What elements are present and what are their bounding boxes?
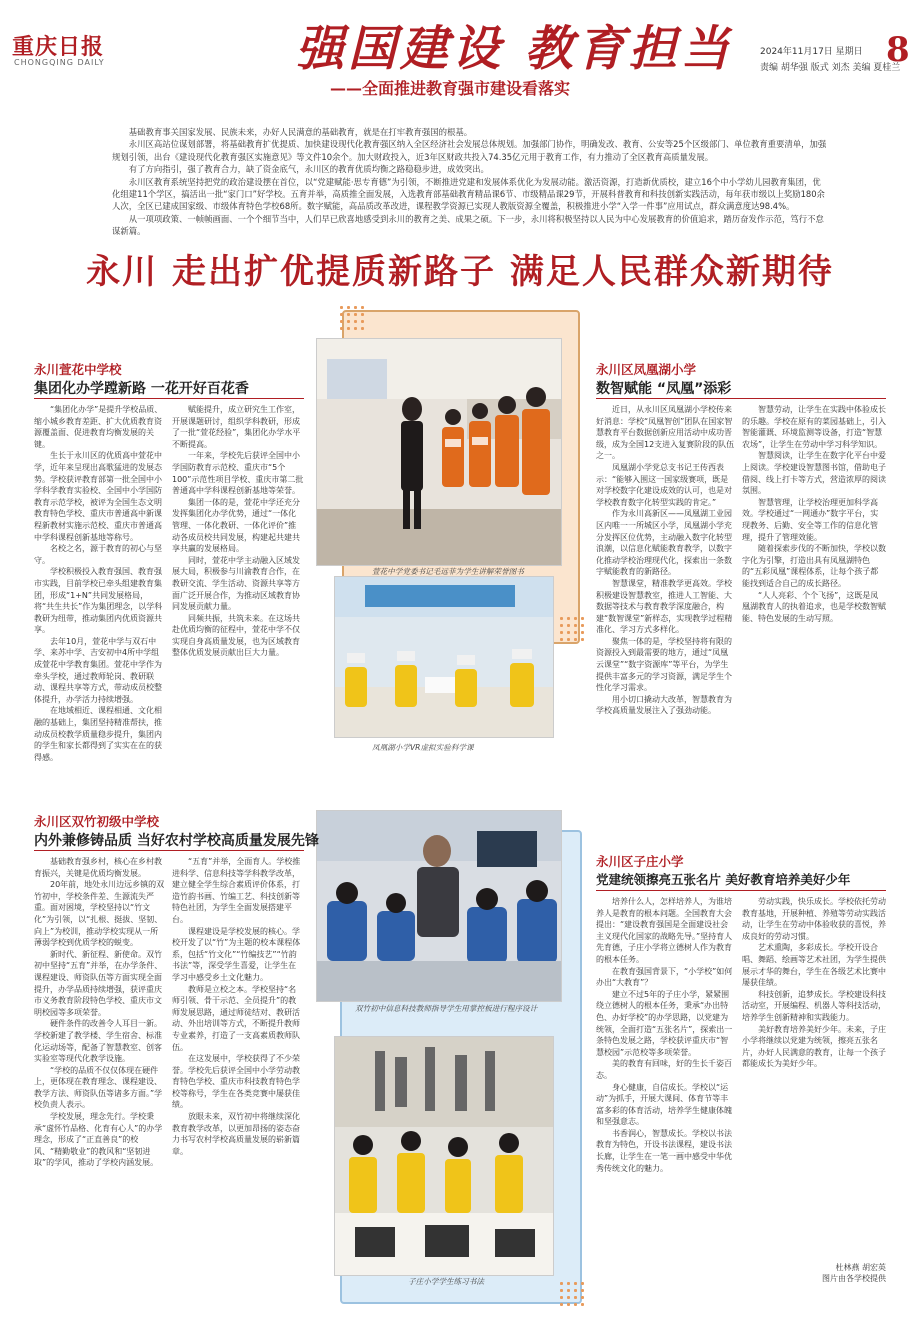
paragraph: 同时，萱花中学主动融入区域发展大局，积极参与川渝教育合作，在教研交流、学生活动、资源共享等方面广泛开展合作，为推动区域教育协同发展贡献力量。 bbox=[172, 555, 300, 612]
newspaper-logo: 重庆日报 bbox=[12, 34, 105, 60]
paragraph: 教师是立校之本。学校坚持“名师引领、骨干示范、全员提升”的教师发展思路，通过师徒结对、教研活动、外出培训等方式，不断提升教师专业素养，打造了一支高素质教师队伍。 bbox=[172, 984, 300, 1052]
intro-paragraph: 从一项项政策、一帧帧画面、一个个细节当中，人们早已欣喜地感受到永川的教育之美、成果之硕。下一步，永川将积极坚持以人民为中心发展教育的价值追求，踏历奋发作示范，笃行不怠谋新篇。 bbox=[112, 213, 824, 237]
intro-paragraph: 永川区高站位谋划部署，将基础教育扩优提质、加快建设现代化教育强区纳入全区经济社会发展总体规划。加强部门协作，明确发改、教育、公安等25个区级部门、单位教育重要清单，加强规划引领，出台《建设现代化教育强区实施意见》等文件10余个。加大财政投入，近3年区财政共投入74.35亿元用于教育工作，有力推动了全区教育高质量发展。 bbox=[112, 139, 827, 162]
paragraph: 生长于永川区的优质高中萱花中学，近年来呈现出高歌猛进的发展态势。学校获评教育部第一批全国中小学科学教育实验校、全国中小学国防教育示范学校，被评为全国生态文明教育特色学校、重庆市普通高中新课程新教材实施示范校、重庆市普通高中学科课程创新基地等称号。 bbox=[34, 451, 162, 542]
page-number: 8 bbox=[886, 30, 910, 70]
byline-authors: 杜林燕 胡宏英 bbox=[835, 1263, 886, 1272]
paragraph: 基础教育强乡村，核心在乡村教育振兴，关键是优质均衡发展。 bbox=[34, 857, 162, 878]
article-column bbox=[34, 856, 166, 1286]
intro-paragraph: 有了方向指引，强了教育合力，缺了资金底气，永川区的教育优质均衡之路稳稳步进，成效突出。 bbox=[128, 164, 489, 175]
paragraph: 集团一体的是，萱花中学还充分发挥集团化办学优势，通过“一体化管理、一体化教研、一体化评价”推动各成员校共同发展，构建起共建共享共赢的发展格局。 bbox=[172, 497, 300, 554]
masthead bbox=[0, 0, 918, 108]
section-school-xuanhua: 永川萱花中学校 bbox=[34, 362, 122, 377]
byline-photo-credit: 图片由各学校提供 bbox=[822, 1274, 886, 1283]
paragraph: “集团化办学”是提升学校品质、缩小城乡教育差距、扩大优质教育资源覆盖面、促进教育均衡发展的关键。 bbox=[34, 405, 163, 449]
paragraph: 智慧管理，让学校治理更加科学高效。学校通过“一网通办”数字平台，实现教务、后勤、安全等工作的信息化管理，提升了管理效能。 bbox=[742, 497, 879, 542]
article-column bbox=[172, 404, 304, 780]
main-headline: 永川 走出扩优提质新路子 满足人民群众新期待 bbox=[86, 252, 834, 292]
article-column bbox=[742, 896, 886, 1256]
byline bbox=[742, 1262, 886, 1284]
section-school-zizhuang: 永川区子庄小学 bbox=[596, 854, 684, 869]
photo-fenghuang-vr bbox=[334, 576, 554, 738]
dateline: 2024年11月17日 星期日 bbox=[760, 47, 863, 57]
section-rule bbox=[596, 890, 886, 891]
paragraph: 一年来，学校先后获评全国中小学国防教育示范校、重庆市“5个100”示范性项目学校、重庆市第二批普通高中学科课程创新基地等荣誉。 bbox=[172, 451, 304, 496]
section-title-zizhuang: 党建统领擦亮五张名片 美好教育培养美好少年 bbox=[596, 872, 851, 887]
dot-pattern bbox=[338, 304, 368, 332]
intro-text bbox=[112, 126, 828, 238]
section-school-shuangzhu: 永川区双竹初级中学校 bbox=[34, 814, 160, 829]
page-subtitle: ——全面推进教育强市建设看落实 bbox=[330, 79, 571, 98]
newspaper-logo-en: CHONGQING DAILY bbox=[14, 58, 105, 67]
paragraph: “五育”并举，全面育人。学校推进科学、信息科技等学科教学改革，建立健全学生综合素质评价体系，打造竹韵书画、竹编工艺、科技创新等特色社团，为学生全面发展搭建平台。 bbox=[172, 857, 301, 924]
paragraph: 用小切口撬动大改革，智慧教育为学校高质量发展注入了强劲动能。 bbox=[596, 694, 732, 716]
section-title-shuangzhu: 内外兼修铸品质 当好农村学校高质量发展先锋 bbox=[34, 833, 319, 849]
paragraph: 近日，从永川区凤凰湖小学校传来好消息：学校“凤凰智创”团队在国家智慧教育平台数据创新应用活动中成功晋级，成为全国12支进入复赛阶段的队伍之一。 bbox=[596, 405, 735, 461]
photo-shuangzhu-coding bbox=[316, 810, 562, 1002]
paragraph: 建立不过5年的子庄小学，紧紧围绕立德树人的根本任务，秉承“办出特色、办好学校”的办学思路，以党建为统领，全面打造“五张名片”，探索出一条特色发展之路，学校获评重庆市“智慧校园”示范校等多项荣誉。 bbox=[596, 989, 733, 1057]
article-column bbox=[172, 856, 304, 1286]
paragraph: 名校之名，源于教育的初心与坚守。 bbox=[34, 544, 162, 565]
paragraph: 智慧课堂，精准教学更高效。学校积极建设智慧教室，推进人工智能、大数据等技术与教育教学深度融合，构建“数智课堂”新样态，实现教学过程精准化、学习方式多样化。 bbox=[596, 578, 733, 635]
section-school-fenghuang: 永川区凤凰湖小学 bbox=[596, 362, 697, 377]
photo-image bbox=[335, 1037, 553, 1275]
paragraph: 艺术熏陶，多彩成长。学校开设合唱、舞蹈、绘画等艺术社团，为学生提供展示才华的舞台，学生在各级艺术比赛中屡获佳绩。 bbox=[742, 943, 886, 988]
paragraph: 在这发展中，学校获得了不少荣誉。学校先后获评全国中小学劳动教育特色学校、重庆市科技教育特色学校等称号，学生在各类竞赛中屡获佳绩。 bbox=[172, 1054, 300, 1110]
paragraph: 书香润心，智慧成长。学校以书法教育为特色，开设书法课程，建设书法长廊，让学生在一笔一画中感受中华优秀传统文化的魅力。 bbox=[596, 1128, 732, 1173]
paragraph: 美好教育培养美好少年。未来，子庄小学将继续以党建为统领，擦亮五张名片，办好人民满意的教育，让每一个孩子都能成长为美好少年。 bbox=[742, 1024, 886, 1069]
paragraph: 美的教育有回味，好的生长千姿百态。 bbox=[596, 1059, 732, 1080]
page-title: 强国建设 教育担当 bbox=[296, 21, 733, 77]
photo-caption: 子庄小学学生练习书法 bbox=[408, 1277, 484, 1286]
paragraph: 20年前，地处永川边远乡镇的双竹初中，学校条件差、生源流失严重。面对困境，学校坚持以“竹文化”为引领，以“扎根、挺拔、坚韧、向上”为校训，推动学校实现从一所薄弱学校到优质学校的蜕变。 bbox=[34, 880, 165, 948]
section-rule bbox=[34, 398, 304, 399]
dot-pattern bbox=[558, 1280, 588, 1308]
article-column bbox=[34, 404, 166, 780]
dot-pattern bbox=[558, 615, 588, 643]
paragraph: 放眼未来，双竹初中将继续深化教育教学改革，以更加昂扬的姿态奋力书写农村学校高质量发展的崭新篇章。 bbox=[172, 1112, 300, 1156]
paragraph: 培养什么人，怎样培养人，为谁培养人是教育的根本问题。全国教育大会提出：“建设教育强国是全面建设社会主义现代化国家的战略先导。”坚持育人先育德，子庄小学将立德树人作为教育的根本任务。 bbox=[596, 897, 733, 964]
intro-paragraph: 基础教育事关国家发展、民族未来，办好人民满意的基础教育，就是在打牢教育强国的根基。 bbox=[128, 127, 473, 137]
paragraph: 智慧阅读，让学生在数字化平台中爱上阅读。学校建设智慧图书馆，借助电子借阅、线上打卡等方式，营造浓厚的阅读氛围。 bbox=[742, 451, 886, 496]
photo-image bbox=[317, 339, 561, 565]
paragraph: 在教育强国背景下，“小学校”如何办出“大教育”？ bbox=[596, 966, 733, 988]
paragraph: “人人亮彩、个个飞扬”，这既是凤凰湖教育人的执着追求，也是学校数智赋能、特色发展的生动写照。 bbox=[742, 590, 886, 623]
article-column bbox=[596, 404, 736, 780]
paragraph: 学校积极投入教育强国、教育强市实践，目前学校已牵头组建教育集团，形成“1+N”共同发展格局，将“共生共长”作为集团理念，以学科教研为纽带，推动集团内优质资源共享。 bbox=[34, 567, 163, 635]
paragraph: 劳动实践，快乐成长。学校依托劳动教育基地，开展种植、养殖等劳动实践活动，让学生在劳动中体验收获的喜悦，养成良好的劳动习惯。 bbox=[742, 897, 886, 941]
paragraph: 在地域相近、课程相通、文化相融的基础上，集团坚持精准帮扶，推动成员校教学质量稳步提升，集团内的学生和家长都得到了实实在在的获得感。 bbox=[34, 706, 162, 762]
editors-line: 责编 胡华强 版式 刘杰 美编 夏桂兰 bbox=[760, 63, 901, 73]
paragraph: 身心健康，自信成长。学校以“运动”为抓手，开展大课间、体育节等丰富多彩的体育活动，培养学生健康体魄和坚强意志。 bbox=[596, 1082, 732, 1127]
paragraph: 硬件条件的改善令人耳目一新。学校新建了教学楼、学生宿舍、标准化运动场等，配备了智慧教室、创客实验室等现代化教学设施。 bbox=[34, 1019, 162, 1064]
section-rule bbox=[596, 398, 886, 399]
photo-caption: 凤凰湖小学VR虚拟实验科学课 bbox=[372, 743, 474, 752]
paragraph: “学校的品质不仅仅体现在硬件上，更体现在教育理念、课程建设、教学方法、师资队伍等诸多方面。”学校负责人表示。 bbox=[34, 1065, 163, 1110]
paragraph: 智慧劳动，让学生在实践中体验成长的乐趣。学校在原有的菜园基础上，引入智能灌溉、环境监测等设备，打造“智慧农场”，让学生在劳动中学习科学知识。 bbox=[742, 405, 886, 449]
paragraph: 学校发展，理念先行。学校秉承“虚怀竹品格、化育有心人”的办学理念，形成了“正直善良”的校风、“精勤敬业”的教风和“坚韧进取”的学风，推动了学校内涵发展。 bbox=[34, 1112, 163, 1168]
article-column bbox=[742, 404, 886, 780]
photo-image bbox=[335, 577, 553, 737]
paragraph: 赋能提升，成立研究生工作室，开展课题研讨，组织学科教研，形成了一批“萱花经验”，集团化办学水平不断提高。 bbox=[172, 405, 301, 449]
section-title-fenghuang: 数智赋能 “凤凰”添彩 bbox=[596, 381, 732, 397]
paragraph: 聚焦一体的是，学校坚持将有限的资源投入到最需要的地方，通过“凤凰云课堂”“数字资源库”等平台，为学生提供丰富多元的学习资源，满足学生个性化学习需求。 bbox=[596, 636, 732, 693]
intro-paragraph: 永川区教育系统坚持把党的政治建设摆在首位，以“党建赋能·思专育德”为引领，不断推进党建和发展体系优化为发展动能。激活资源，打造新优质校，建立16个中小学幼儿园教育集团，优化组建11个学区，搞活出一批“家门口”好学校。五育并举，高质推全面发展，入选教育部基础教育精品课6节、市级精品课29节，开展科普教育和科技创新实践活动，每年获市级以上奖励180余人次，全区已建成国家级、市级体育特色学校68所。数字赋能，高品质改革改进，课程教学资源已实现人教版资源全覆盖，积极推进小学“入学一件事”应用试点，群众满意度达98.4%。 bbox=[112, 176, 825, 212]
photo-image bbox=[317, 811, 561, 1001]
photo-zizhuang-calligraphy bbox=[334, 1036, 554, 1276]
paragraph: 作为永川高新区——凤凰湖工业园区内唯一一所城区小学，凤凰湖小学充分发挥区位优势，主动融入数字化转型浪潮，以信息化赋能教育教学，以数字化推动学校治理现代化，探索出一条数字赋能教育的新路径。 bbox=[596, 509, 732, 577]
photo-caption: 萱花中学党委书记毛远菲为学生讲解荣誉图书 bbox=[372, 567, 524, 576]
photo-xuanhua-library bbox=[316, 338, 562, 566]
paragraph: 随着探索步伐的不断加快，学校以数字化为引擎，打造出具有凤凰湖特色的“五彩凤凰”课程体系，让每个孩子都能找到适合自己的成长路径。 bbox=[742, 544, 886, 588]
section-title-xuanhua: 集团化办学蹚新路 一花开好百花香 bbox=[34, 381, 249, 397]
paragraph: 科技创新，追梦成长。学校建设科技活动室，开展编程、机器人等科技活动，培养学生创新精神和实践能力。 bbox=[742, 989, 886, 1022]
paragraph: 去年10月，萱花中学与双石中学、来苏中学、吉安初中4所中学组成萱花中学教育集团。萱花中学作为牵头学校，通过教师轮岗、教研联动、课程共享等方式，带动成员校整体提升，办学活力持续增强。 bbox=[34, 636, 162, 704]
paragraph: 课程建设是学校发展的核心。学校开发了以“竹”为主题的校本课程体系，包括“竹文化”“竹编技艺”“竹韵书法”等，深受学生喜爱，让学生在学习中感受乡土文化魅力。 bbox=[172, 926, 301, 982]
paragraph: 凤凰湖小学党总支书记王传西表示：“能够入围这一国家级赛项，既是对学校数字化建设成效的认可，也是对学校教育数字化转型实践的肯定。” bbox=[596, 462, 732, 507]
article-column bbox=[596, 896, 736, 1290]
section-rule bbox=[34, 850, 304, 851]
paragraph: 同频共振，共筑未来。在这场共赴优质均衡的征程中，萱花中学不仅实现自身高质量发展，也为区域教育整体优质发展贡献出巨大力量。 bbox=[172, 613, 300, 658]
paragraph: 新时代、新征程、新使命。双竹初中坚持“五育”并举，在办学条件、课程建设、师资队伍等方面实现全面提升，办学品质持续增强，获评重庆市义务教育阶段特色学校、重庆市文明校园等多项荣誉。 bbox=[34, 949, 163, 1017]
photo-caption: 双竹初中信息科技教师指导学生用掌控板进行程序设计 bbox=[355, 1004, 538, 1013]
